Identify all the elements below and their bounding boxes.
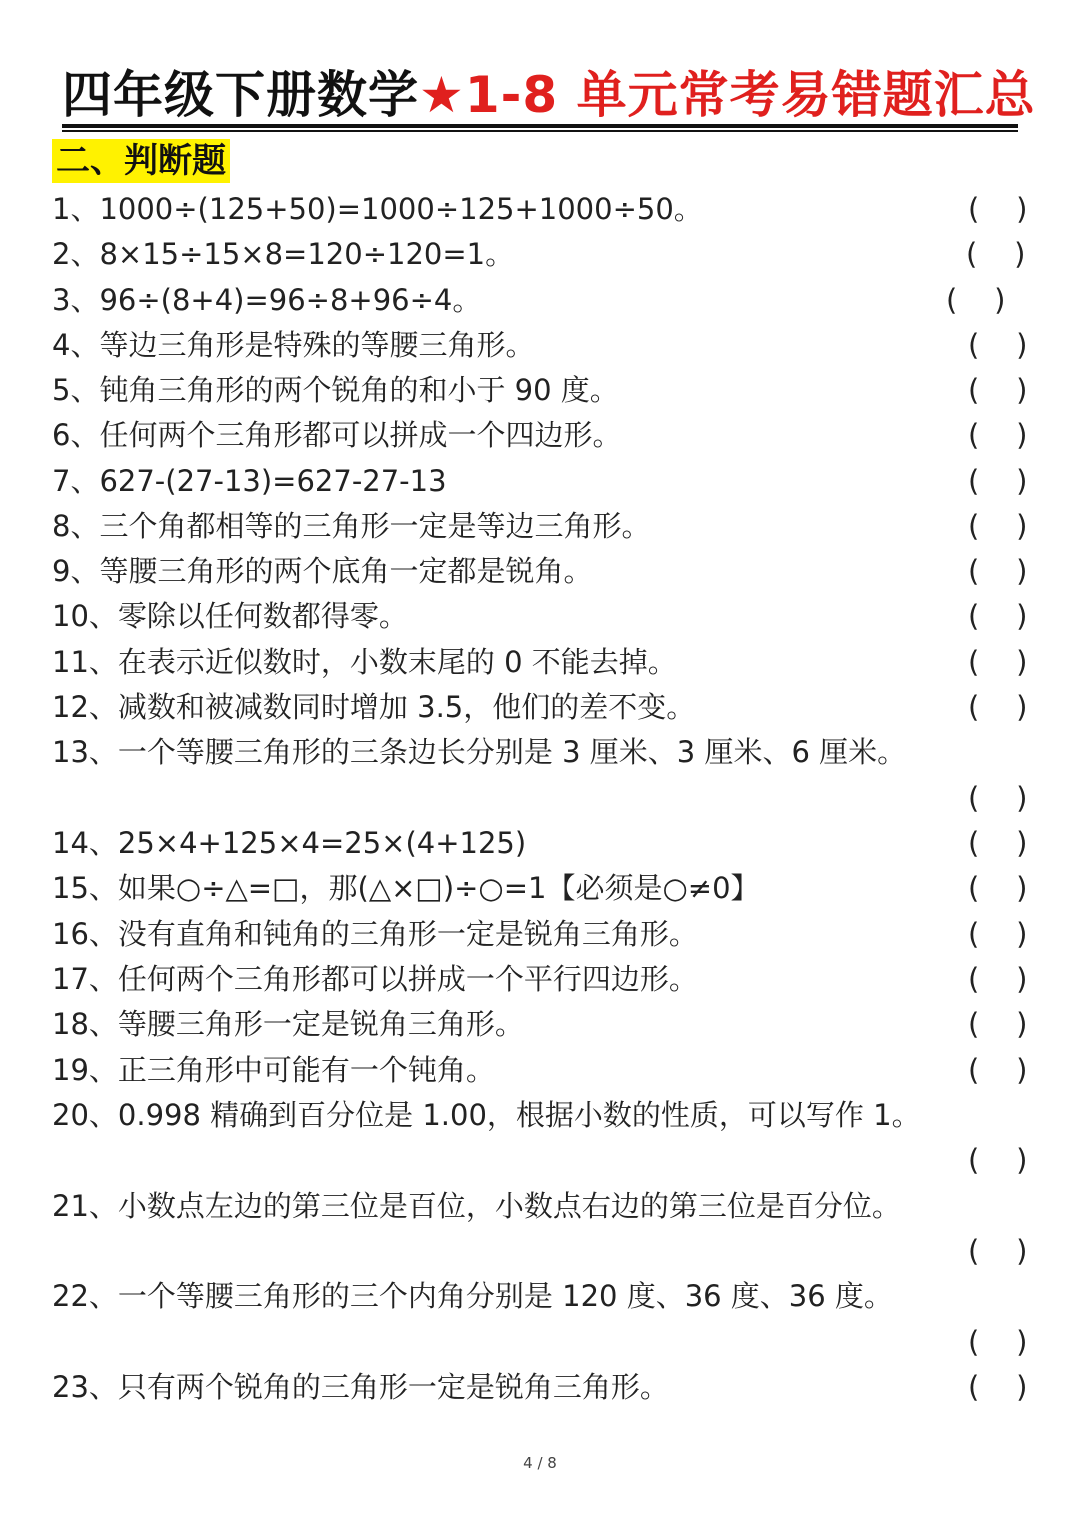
question-12: 12、减数和被减数同时增加 3.5，他们的差不变。: [52, 690, 696, 724]
question-13: 13、一个等腰三角形的三条边长分别是 3 厘米、3 厘米、6 厘米。: [52, 735, 907, 769]
answer-blank-23[interactable]: ( ): [968, 1370, 1028, 1404]
answer-blank-19[interactable]: ( ): [968, 1053, 1028, 1087]
answer-blank-2[interactable]: ( ): [966, 237, 1026, 271]
title-main: 四年级下册数学: [62, 66, 419, 124]
question-16: 16、没有直角和钝角的三角形一定是锐角三角形。: [52, 917, 698, 951]
question-14: 14、25×4+125×4=25×(4+125): [52, 826, 527, 860]
answer-blank-3[interactable]: ( ): [946, 283, 1006, 317]
answer-blank-21[interactable]: ( ): [968, 1234, 1028, 1268]
section-heading: 二、判断题: [52, 139, 230, 183]
answer-blank-10[interactable]: ( ): [968, 599, 1028, 633]
question-10: 10、零除以任何数都得零。: [52, 599, 408, 633]
question-7: 7、627-(27-13)=627-27-13: [52, 464, 447, 498]
question-20: 20、0.998 精确到百分位是 1.00，根据小数的性质，可以写作 1。: [52, 1098, 921, 1132]
question-18: 18、等腰三角形一定是锐角三角形。: [52, 1007, 524, 1041]
question-9: 9、等腰三角形的两个底角一定都是锐角。: [52, 554, 593, 588]
answer-blank-22[interactable]: ( ): [968, 1325, 1028, 1359]
question-2: 2、8×15÷15×8=120÷120=1。: [52, 237, 515, 271]
question-3: 3、96÷(8+4)=96÷8+96÷4。: [52, 283, 482, 317]
question-15: 15、如果○÷△=□，那(△×□)÷○=1【必须是○≠0】: [52, 871, 760, 905]
answer-blank-15[interactable]: ( ): [968, 871, 1028, 905]
answer-blank-16[interactable]: ( ): [968, 917, 1028, 951]
answer-blank-9[interactable]: ( ): [968, 554, 1028, 588]
question-8: 8、三个角都相等的三角形一定是等边三角形。: [52, 509, 651, 543]
answer-blank-4[interactable]: ( ): [968, 328, 1028, 362]
answer-blank-14[interactable]: ( ): [968, 826, 1028, 860]
title-rule-thick: [62, 124, 1018, 128]
title-sub: 1-8 单元常考易错题汇总: [464, 66, 1036, 124]
page-number: 4 / 8: [523, 1454, 557, 1472]
title-rule-thin: [62, 130, 1018, 132]
question-23: 23、只有两个锐角的三角形一定是锐角三角形。: [52, 1370, 669, 1404]
question-6: 6、任何两个三角形都可以拼成一个四边形。: [52, 418, 622, 452]
answer-blank-20[interactable]: ( ): [968, 1143, 1028, 1177]
answer-blank-18[interactable]: ( ): [968, 1007, 1028, 1041]
star-icon: ★: [419, 66, 465, 124]
answer-blank-12[interactable]: ( ): [968, 690, 1028, 724]
question-17: 17、任何两个三角形都可以拼成一个平行四边形。: [52, 962, 698, 996]
answer-blank-17[interactable]: ( ): [968, 962, 1028, 996]
answer-blank-7[interactable]: ( ): [968, 464, 1028, 498]
question-4: 4、等边三角形是特殊的等腰三角形。: [52, 328, 535, 362]
question-22: 22、一个等腰三角形的三个内角分别是 120 度、36 度、36 度。: [52, 1279, 893, 1313]
answer-blank-6[interactable]: ( ): [968, 418, 1028, 452]
question-19: 19、正三角形中可能有一个钝角。: [52, 1053, 495, 1087]
answer-blank-1[interactable]: ( ): [968, 192, 1028, 226]
question-11: 11、在表示近似数时，小数末尾的 0 不能去掉。: [52, 645, 677, 679]
answer-blank-11[interactable]: ( ): [968, 645, 1028, 679]
question-5: 5、钝角三角形的两个锐角的和小于 90 度。: [52, 373, 619, 407]
answer-blank-13[interactable]: ( ): [968, 781, 1028, 815]
page-title: [62, 62, 1036, 128]
question-21: 21、小数点左边的第三位是百位，小数点右边的第三位是百分位。: [52, 1189, 901, 1223]
question-1: 1、1000÷(125+50)=1000÷125+1000÷50。: [52, 192, 703, 226]
answer-blank-8[interactable]: ( ): [968, 509, 1028, 543]
answer-blank-5[interactable]: ( ): [968, 373, 1028, 407]
